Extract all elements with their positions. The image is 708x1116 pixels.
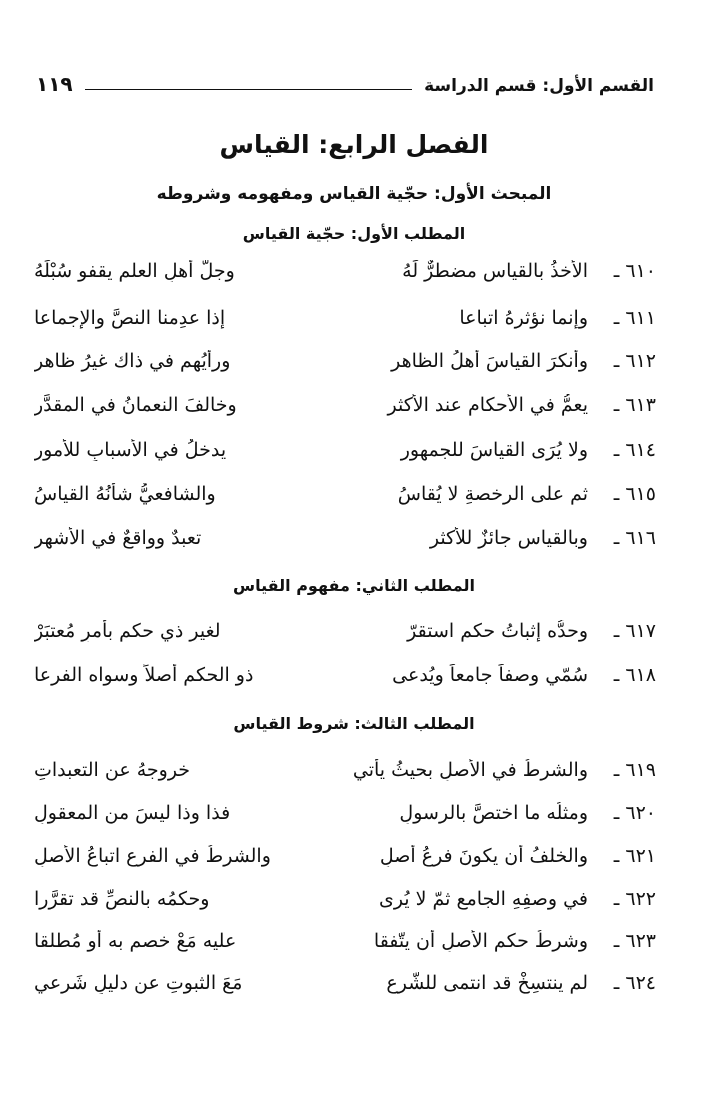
verse-second-hemistich: لغيرِ ذي حكمٍ بأمرٍ مُعتبَرْ	[34, 620, 221, 642]
verse-number: ٦١٤ ـ	[613, 439, 656, 461]
verse-second-hemistich: إذا عدِمنا النصَّ والإجماعا	[34, 307, 226, 329]
section-title: المطلب الأول: حجّية القياس	[242, 224, 466, 243]
verse-first-hemistich: في وصفِهِ الجامعِ ثمّ لا يُرى	[378, 888, 588, 910]
verse-first-hemistich: ولا يُرَى القياسَ للجمهورِ	[400, 439, 588, 461]
verse-line	[34, 385, 656, 425]
verse-first-hemistich: وشرطُ حكمِ الأصلِ أن يتّفقا	[373, 930, 588, 952]
verse-first-hemistich: سُمّي وصفاً جامعاً ويُدعى	[392, 664, 588, 686]
page-number: ١١٩	[36, 72, 73, 96]
verse-line	[34, 518, 656, 558]
verse-line	[34, 474, 656, 514]
verse-first-hemistich: لم ينتسِخْ قد انتمى للشَّرعِ	[386, 972, 588, 994]
verse-second-hemistich: وحكمُه بالنصِّ قد تقرَّرا	[34, 888, 210, 910]
verse-first-hemistich: ثم على الرخصةِ لا يُقاسُ	[397, 483, 588, 505]
verse-number: ٦١١ ـ	[613, 307, 656, 329]
mabhath-title: المبحث الأول: حجّية القياس ومفهومه وشروطه	[156, 184, 552, 204]
verse-line	[34, 251, 656, 291]
verse-second-hemistich: عليه مَعْ خصمٍ به أو مُطلقا	[34, 930, 237, 952]
verse-second-hemistich: والشرطُ في الفرعِ اتباعُ الأصلِ	[34, 845, 271, 867]
verse-number: ٦٢٠ ـ	[613, 802, 656, 824]
verse-second-hemistich: يدخلُ في الأسبابِ للأمورِ	[34, 439, 227, 461]
verse-number: ٦٢٣ ـ	[613, 930, 656, 952]
verse-second-hemistich: خروجهُ عن التعبداتِ	[34, 759, 191, 781]
verse-second-hemistich: فذا وذا ليسَ من المعقولِ	[34, 802, 231, 824]
verse-line	[34, 298, 656, 338]
verse-line	[34, 921, 656, 961]
verse-number: ٦١٧ ـ	[613, 620, 656, 642]
header-rule	[85, 89, 413, 90]
verse-number: ٦١٠ ـ	[613, 260, 656, 282]
verse-line	[34, 963, 656, 1003]
verse-line	[34, 611, 656, 651]
section-title: المطلب الثاني: مفهوم القياس	[233, 576, 475, 595]
verse-second-hemistich: ورأيُهم في ذاك غيرُ ظاهرِ	[34, 350, 231, 372]
verse-first-hemistich: والشرطُ في الأصلِ بحيثُ يأتي	[352, 759, 588, 781]
verse-number: ٦١٣ ـ	[613, 394, 656, 416]
verse-second-hemistich: والشافعيُّ شأنُهُ القياسُ	[34, 483, 216, 505]
running-header	[36, 66, 654, 96]
verse-line	[34, 655, 656, 695]
verse-first-hemistich: الأخذُ بالقياسِ مضطرٌّ لَهُ	[402, 260, 588, 282]
verse-second-hemistich: مَعَ الثبوتِ عن دليلٍ شَرعي	[34, 972, 243, 994]
running-header-section: القسم الأول: قسم الدراسة	[424, 76, 654, 96]
verse-number: ٦١٩ ـ	[613, 759, 656, 781]
verse-line	[34, 750, 656, 790]
section-title: المطلب الثالث: شروط القياس	[233, 714, 475, 733]
verse-line	[34, 341, 656, 381]
verse-second-hemistich: تعبدٌ وواقعٌ في الأشهرِ	[34, 527, 202, 549]
verse-number: ٦١٢ ـ	[613, 350, 656, 372]
chapter-title: الفصل الرابع: القياس	[219, 130, 489, 159]
verse-number: ٦١٦ ـ	[613, 527, 656, 549]
verse-first-hemistich: وإنما نؤثرهُ اتباعا	[459, 307, 588, 329]
verse-first-hemistich: وحدُّه إثباتُ حكمٍ استقرّ	[407, 620, 588, 642]
verse-second-hemistich: وخالفَ النعمانُ في المقدَّر	[34, 394, 237, 416]
verse-number: ٦١٥ ـ	[613, 483, 656, 505]
verse-second-hemistich: ذو الحكمِ أصلاً وسواه الفرعا	[34, 664, 254, 686]
verse-number: ٦٢١ ـ	[613, 845, 656, 867]
verse-number: ٦١٨ ـ	[613, 664, 656, 686]
verse-first-hemistich: يعمُّ في الأحكام عند الأكثرِ	[387, 394, 588, 416]
verse-second-hemistich: وجلُّ أهلِ العلمِ يقفو سُبْلَهُ	[34, 260, 235, 282]
verse-number: ٦٢٤ ـ	[613, 972, 656, 994]
verse-number: ٦٢٢ ـ	[613, 888, 656, 910]
verse-line	[34, 793, 656, 833]
verse-first-hemistich: ومثلُه ما اختصَّ بالرسولِ	[399, 802, 588, 824]
verse-first-hemistich: وأنكرَ القياسَ أهلُ الظاهرِ	[391, 350, 588, 372]
verse-line	[34, 879, 656, 919]
verse-first-hemistich: وبالقياسِ جائزٌ للأكثرِ	[429, 527, 588, 549]
verse-first-hemistich: والخلفُ أن يكونَ فرعُ أصلِ	[379, 845, 588, 867]
verse-line	[34, 430, 656, 470]
verse-line	[34, 836, 656, 876]
